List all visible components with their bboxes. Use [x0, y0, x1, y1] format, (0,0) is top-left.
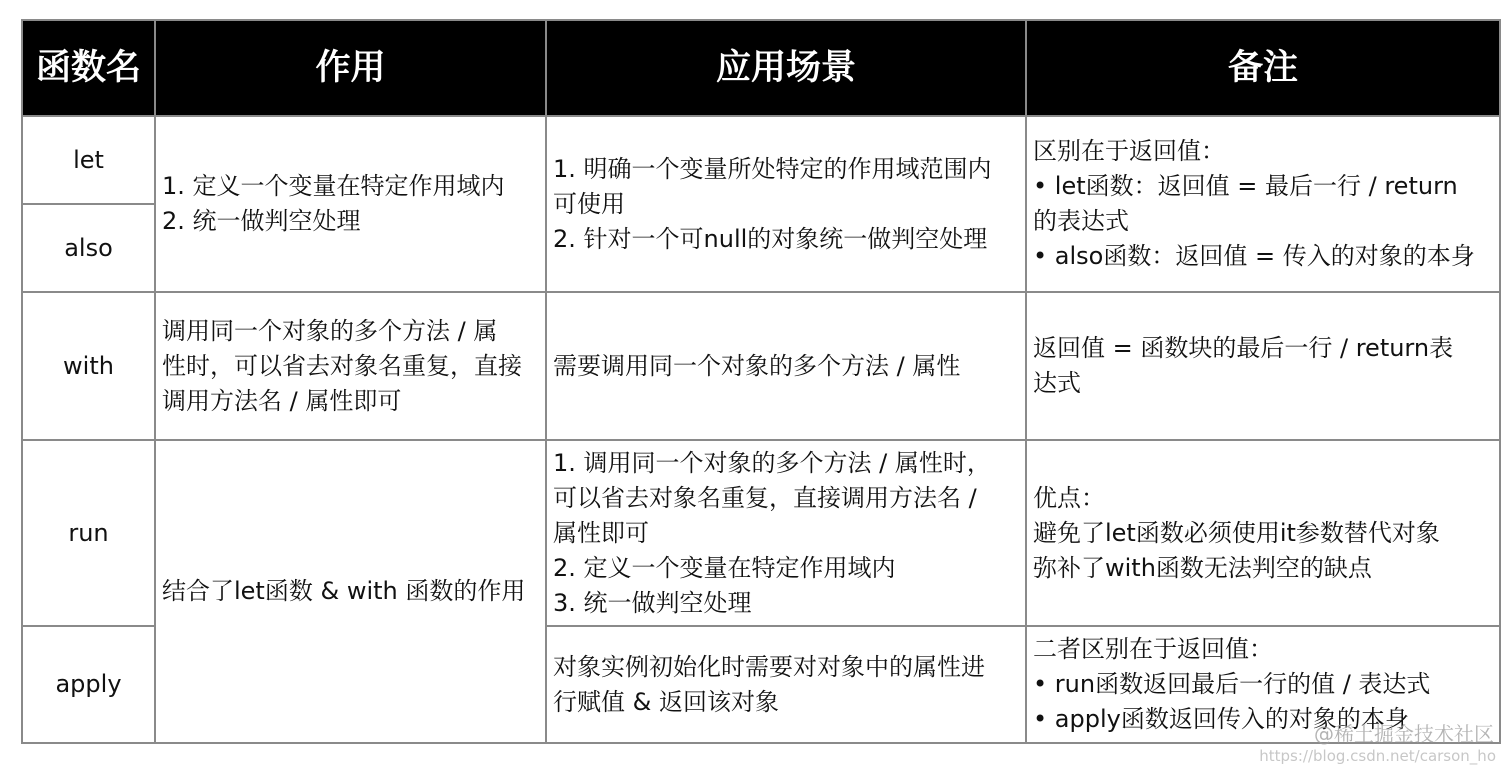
text-line: 避免了let函数必须使用it参数替代对象: [1033, 518, 1440, 547]
text-line: 调用方法名 / 属性即可: [162, 386, 402, 415]
text-line: 2. 统一做判空处理: [162, 207, 361, 235]
note-let-also: [1025, 115, 1501, 293]
name-with: with: [21, 291, 156, 441]
purpose-run-apply: [154, 439, 547, 744]
text-line: 调用同一个对象的多个方法 / 属: [162, 316, 498, 345]
name-apply: apply: [21, 625, 156, 744]
text-line: 对象实例初始化时需要对对象中的属性进: [553, 652, 985, 681]
scenario-with: [545, 291, 1027, 441]
text-line: 返回值 = 函数块的最后一行 / return表: [1033, 334, 1454, 362]
text-line: 1. 定义一个变量在特定作用域内: [162, 172, 505, 200]
scenario-let-also: [545, 115, 1027, 293]
text-line: 结合了let函数 & with 函数的作用: [162, 577, 526, 605]
comparison-table: [21, 19, 1501, 744]
note-run: [1025, 439, 1501, 627]
text-line: 1. 调用同一个对象的多个方法 / 属性时，: [553, 448, 991, 477]
note-with: [1025, 291, 1501, 441]
header-purpose: 作用: [154, 19, 547, 117]
text-line: 的表达式: [1033, 207, 1129, 235]
watermark: @稀土掘金技术社区: [1314, 722, 1494, 746]
header-notes: 备注: [1025, 19, 1501, 117]
header-function-name: 函数名: [21, 19, 156, 117]
text-line: 区别在于返回值：: [1033, 137, 1225, 165]
text-line: 需要调用同一个对象的多个方法 / 属性: [553, 351, 961, 380]
header-scenario: 应用场景: [545, 19, 1027, 117]
scenario-run: [545, 439, 1027, 627]
text-line: • also函数：返回值 = 传入的对象的本身: [1033, 242, 1475, 270]
text-line: • let函数：返回值 = 最后一行 / return: [1033, 172, 1458, 200]
text-line: 达式: [1033, 369, 1081, 397]
name-also: also: [21, 203, 156, 293]
text-line: 行赋值 & 返回该对象: [553, 687, 779, 716]
text-line: 性时，可以省去对象名重复，直接: [162, 351, 522, 380]
text-line: 2. 定义一个变量在特定作用域内: [553, 553, 896, 582]
purpose-let-also: [154, 115, 547, 293]
text-line: 2. 针对一个可null的对象统一做判空处理: [553, 224, 988, 253]
watermark-url: https://blog.csdn.net/carson_ho: [1259, 747, 1496, 765]
name-let: let: [21, 115, 156, 205]
text-line: 优点：: [1033, 483, 1105, 512]
text-line: • apply函数返回传入的对象的本身: [1033, 705, 1409, 733]
text-line: 可以省去对象名重复，直接调用方法名 /: [553, 483, 977, 512]
text-line: 3. 统一做判空处理: [553, 588, 752, 617]
text-line: 可使用: [553, 189, 625, 218]
text-line: 弥补了with函数无法判空的缺点: [1033, 553, 1372, 582]
text-line: • run函数返回最后一行的值 / 表达式: [1033, 670, 1431, 698]
purpose-with: [154, 291, 547, 441]
scenario-apply: [545, 625, 1027, 744]
text-line: 属性即可: [553, 518, 649, 547]
text-line: 二者区别在于返回值：: [1033, 635, 1273, 663]
name-run: run: [21, 439, 156, 627]
text-line: 1. 明确一个变量所处特定的作用域范围内: [553, 154, 992, 183]
